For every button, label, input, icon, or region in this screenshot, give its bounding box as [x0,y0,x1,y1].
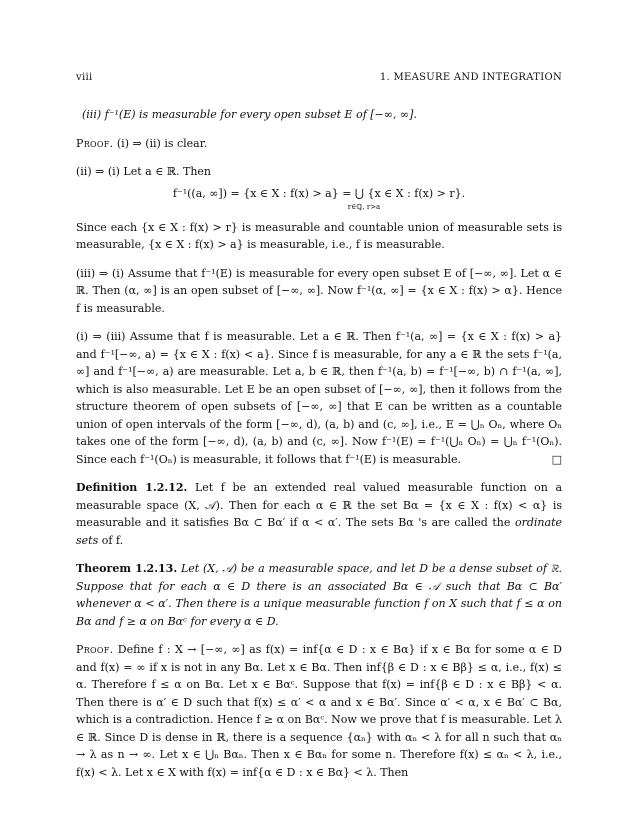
theorem-block [76,560,562,630]
ii-implies-i-intro: (ii) ⇒ (i) Let a ∈ ℝ. Then [76,165,212,178]
definition-label: Definition 1.2.12. [76,481,188,494]
page-number: viii [76,72,93,83]
definition-block [76,479,562,549]
page-body [76,106,562,792]
running-header [76,72,562,88]
display-formula: f⁻¹((a, ∞]) = {x ∈ X : f(x) > a} = ⋃ {x ∈ X : f(x) > r}. [172,186,466,200]
i-implies-iii-paragraph [76,328,562,468]
display-equation [76,185,562,211]
theorem-statement: Let (X, 𝒜) be a measurable space, and let D be a dense subset of ℝ. Suppose that for each α ∈ D there is an associated Bα ∈ 𝒜 such that Bα ⊂ Bα′ whenever α < α′. Then there is a unique measurable function f on X such that f ≤ α on Bα and f ≥ α on Bαᶜ for every α ∈ D. [76,562,562,628]
qed-symbol: □ [551,452,562,466]
theorem-proof-text: Define f : X → [−∞, ∞] as f(x) = inf{α ∈ D : x ∈ Bα} if x ∈ Bα for some α ∈ D and f(x) = ∞ if x is not in any Bα. Let x ∈ Bα. Then inf{β ∈ D : x ∈ Bβ} ≤ α, i.e., f(x) ≤ α. Therefore f ≤ α on Bα. Let x ∈ Bαᶜ. Suppose that f(x) = inf{β ∈ D : x ∈ Bβ} < α. Then there is α′ ∈ D such that f(x) ≤ α′ < α and x ∈ Bα′. Since α′ < α, x ∈ Bα′ ⊂ Bα, which is a contradiction. Hence f ≥ α on Bαᶜ. Now we prove that f is measurable. Let λ ∈ ℝ. Since D is dense in ℝ, there is a sequence {αₙ} with αₙ < λ for all n such that αₙ → λ as n → ∞. Let x ∈ ⋃ₙ Bαₙ. Then x ∈ Bαₙ for some n. Therefore f(x) ≤ αₙ < λ, i.e., f(x) < λ. Let x ∈ X with f(x) = inf{α ∈ D : x ∈ Bα} < λ. Then [76,643,562,779]
chapter-title: 1. MEASURE AND INTEGRATION [379,72,562,83]
union-subscript: r∈ℚ, r>a [347,202,381,211]
definition-tail: of f. [98,533,124,547]
definition-term: ordinate sets [76,516,562,547]
iii-implies-i-paragraph: (iii) ⇒ (i) Assume that f⁻¹(E) is measurable for every open subset E of [−∞, ∞]. Let α ∈ ℝ. Then (α, ∞] is an open subset of [−∞, ∞]. Now f⁻¹(α, ∞] = {x ∈ X : f(x) > α}. Hence f is measurable. [76,266,562,315]
theorem-proof [76,641,562,781]
proof-text: (i) ⇒ (ii) is clear. [116,136,208,150]
proof-paragraph [76,135,562,153]
i-implies-iii-text: (i) ⇒ (iii) Assume that f is measurable. Let a ∈ ℝ. Then f⁻¹(a, ∞] = {x ∈ X : f(x) > a} and f⁻¹[−∞, a) = {x ∈ X : f(x) < a}. Since f is measurable, for any a ∈ ℝ the sets f⁻¹(a, ∞] and f⁻¹[−∞, a) are measurable. Let a, b ∈ ℝ, then f⁻¹(a, b) = f⁻¹[−∞, b) ∩ f⁻¹(a, ∞], which is also measurable. Let E be an open subset of [−∞, ∞], then it follows from the structure theorem of open subsets of [−∞, ∞] that E can be written as a countable union of open intervals of the form [−∞, d), (a, b) and (c, ∞], i.e., E = ⋃ₙ Oₙ, where Oₙ takes one of the form [−∞, d), (a, b) and (c, ∞]. Now f⁻¹(E) = f⁻¹(⋃ₙ Oₙ) = ⋃ₙ f⁻¹(Oₙ). Since each f⁻¹(Oₙ) is measurable, it follows that f⁻¹(E) is measurable. [76,330,562,466]
definition-text: Let f be an extended real valued measurable function on a measurable space (X, 𝒜). Then for each α ∈ ℝ the set Bα = {x ∈ X : f(x) < α} is measurable and it satisfies Bα ⊂ Bα′ if α < α′. The sets Bα 's are called the [76,481,563,529]
theorem-label: Theorem 1.2.13. [76,562,178,575]
condition-iii: (iii) f⁻¹(E) is measurable for every open subset E of [−∞, ∞]. [82,108,417,121]
ii-implies-i-conclusion: Since each {x ∈ X : f(x) > r} is measurable and countable union of measurable sets is measurable, {x ∈ X : f(x) > a} is measurable, i.e., f is measurable. [76,220,562,251]
proof-label-2: Proof. [76,643,114,656]
proof-label: Proof. [76,136,114,150]
